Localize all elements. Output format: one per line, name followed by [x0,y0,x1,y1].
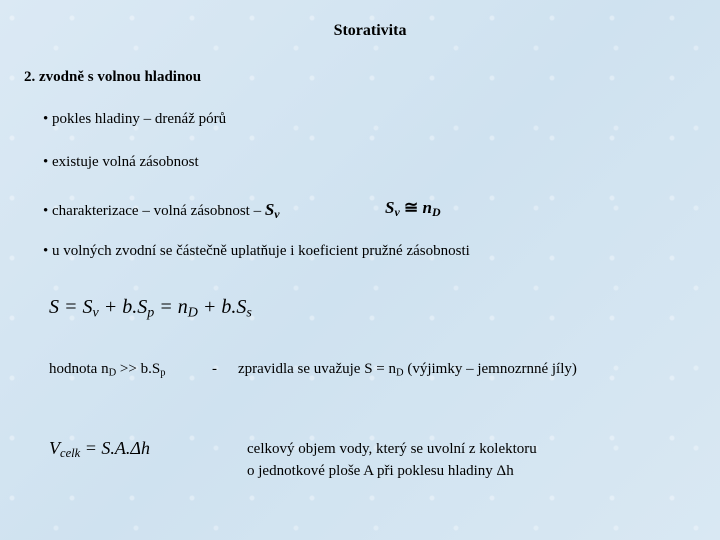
total-volume-equation: $V_{celk} = S.A.\Delta h$ [49,438,150,461]
bullet-drainage: • pokles hladiny – drenáž pórů [43,111,227,127]
magnitude-note: hodnota $n_D >> b.S_p$ [49,361,166,379]
specific-yield-relation: $S_v$ ≅ $n_D$ [385,198,441,219]
usual-assumption-note: zpravidla se uvažuje $S = n_D$ (výjimky – jemnozrnné jíly) [238,361,577,379]
bullet-free-storage: • existuje volná zásobnost [43,154,199,170]
storativity-equation: $S = S_v + b.S_p = n_D + b.S_s$ [49,296,252,321]
total-volume-description [247,438,537,482]
description-line-1: celkový objem vody, který se uvolní z kolektoru [247,441,537,457]
section-heading: 2. zvodně s volnou hladinou [24,69,202,85]
description-line-2: o jednotkové ploše A při poklesu hladiny Δh [247,463,514,479]
separator-dash: - [212,361,217,377]
specific-yield-symbol: $S_v$ [264,200,280,221]
bullet-elastic-storage: • u volných zvodní se částečně uplatňuje i koeficient pružné zásobnosti [43,243,470,259]
bullet-characterization-text: • charakterizace – volná zásobnost – [43,203,265,219]
slide-title: Storativita [333,22,407,39]
bullet-characterization [43,200,280,220]
